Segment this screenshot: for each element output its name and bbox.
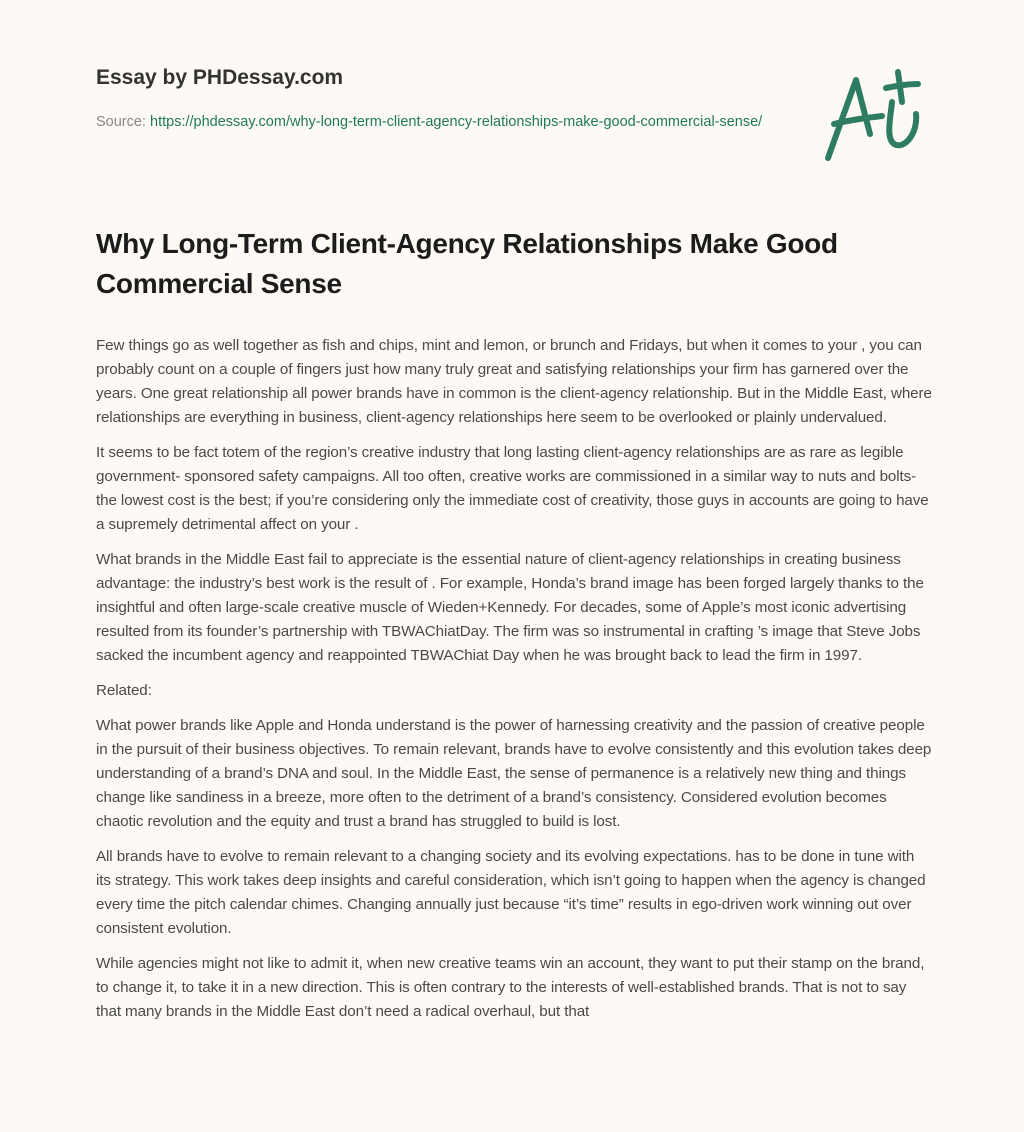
source-label: Source:: [96, 114, 146, 130]
paragraph-3: What brands in the Middle East fail to appreciate is the essential nature of client-agency relationships in creating business advantage: the industry’s best work is the result of . For example, Honda’s brand image has been forged largely thanks to the insightful and often large-scale creative muscle of Wieden+Kennedy. For decades, some of Apple’s most iconic advertising resulted from its founder’s partnership with TBWAChiatDay. The firm was so instrumental in crafting ’s image that Steve Jobs sacked the incumbent agency and reappointed TBWAChiat Day when he was brought back to lead the firm in 1997.: [96, 551, 924, 664]
paragraph-5: All brands have to evolve to remain relevant to a changing society and its evolving expectations. has to be done in tune with its strategy. This work takes deep insights and careful consideration, which isn’t going to happen when the agency is changed every time the pitch calendar chimes. Changing annually just because “it’s time” results in ego-driven work winning out over consistent evolution.: [96, 848, 926, 937]
paragraph-2: It seems to be fact totem of the region’s creative industry that long lasting client-agency relationships are as rare as legible government- sponsored safety campaigns. All too often, creative works are commissioned in a similar way to nuts and bolts- the lowest cost is the best; if you’re considering only the immediate cost of creativity, those guys in accounts are going to have a supremely detrimental affect on your .: [96, 444, 929, 533]
source-line: [96, 110, 776, 134]
source-link[interactable]: https://phdessay.com/why-long-term-client-agency-relationships-make-good-commercial-sense/: [150, 114, 763, 130]
a-plus-grade-icon: [820, 66, 930, 166]
site-title: Essay by PHDessay.com: [96, 66, 344, 89]
paragraph-1: Few things go as well together as fish and chips, mint and lemon, or brunch and Fridays, but when it comes to your , you can probably count on a couple of fingers just how many truly great and satisfying relationships your firm has garnered over the years. One great relationship all power brands have in common is the client-agency relationship. But in the Middle East, where relationships are everything in business, client-agency relationships here seem to be overlooked or plainly undervalued.: [96, 337, 932, 426]
article-title: Why Long-Term Client-Agency Relationships Make Good Commercial Sense: [96, 228, 838, 299]
paragraph-4: What power brands like Apple and Honda understand is the power of harnessing creativity and the passion of creative people in the pursuit of their business objectives. To remain relevant, brands have to evolve consistently and this evolution takes deep understanding of a brand’s DNA and soul. In the Middle East, the sense of permanence is a relatively new thing and things change like sandiness in a breeze, more often to the detriment of a brand’s consistency. Considered evolution becomes chaotic revolution and the equity and trust a brand has struggled to build is lost.: [96, 717, 932, 830]
essay-article: [96, 224, 932, 1035]
page-header: [96, 62, 776, 134]
paragraph-6: While agencies might not like to admit it, when new creative teams win an account, they want to put their stamp on the brand, to change it, to take it in a new direction. This is often contrary to the interests of well-established brands. That is not to say that many brands in the Middle East don’t need a radical overhaul, but that: [96, 955, 925, 1020]
related-label: Related:: [96, 682, 152, 699]
